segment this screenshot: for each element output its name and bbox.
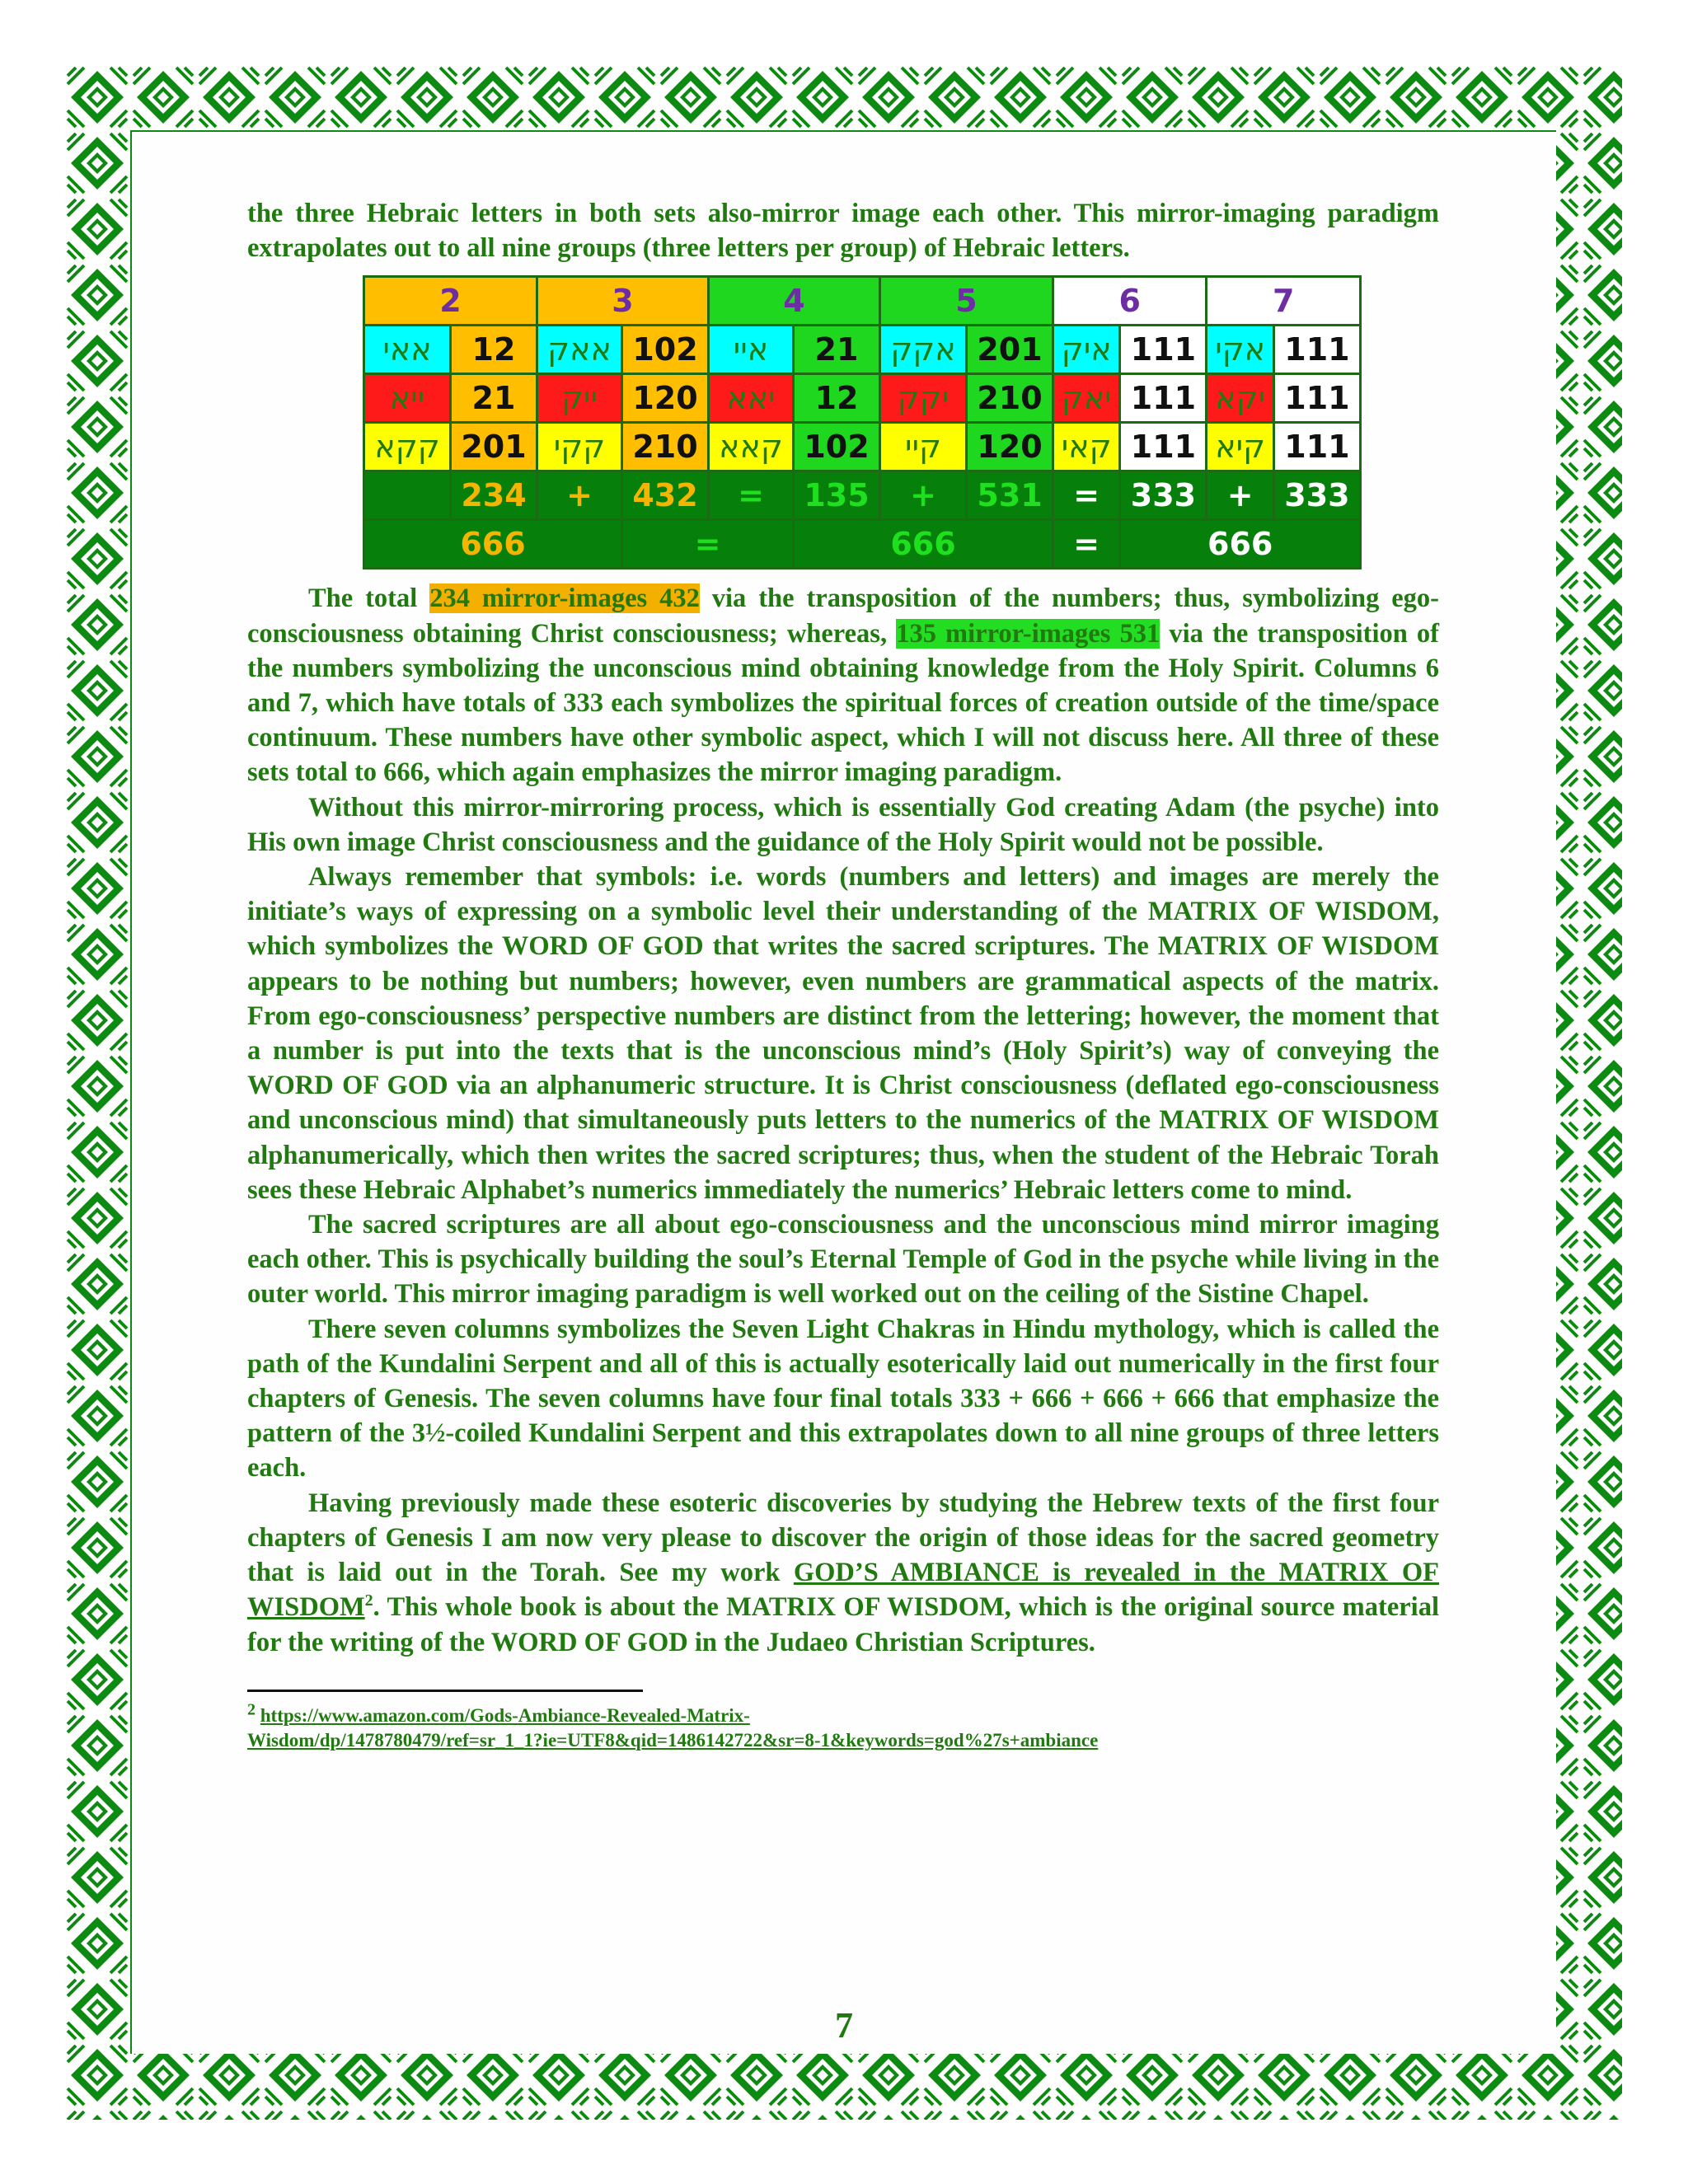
sum-cell: 135 — [794, 471, 880, 520]
total-cell: 666 — [364, 520, 622, 569]
highlight-orange: 234 mirror-images 432 — [429, 583, 700, 614]
table-cell: 102 — [794, 423, 880, 471]
mirror-number-table — [363, 275, 1362, 569]
paragraph-symbols: Always remember that symbols: i.e. words (numbers and letters) and images are merely the initiate’s ways of expressing on a symbolic level their understanding of the MATRIX OF WISDOM, which symbolizes the WORD OF GOD that writes the sacred scriptures. The MATRIX OF WISDOM appears to be nothing but numbers; however, even numbers are grammatical aspects of the matrix. From ego-consciousness’ perspective numbers are distinct from the lettering; however, the moment that a number is put into the texts that is the unconscious mind’s (Holy Spirit’s) way of conveying the WORD OF GOD via an alphanumeric structure. It is Christ consciousness (deflated ego-consciousness and unconscious mind) that simultaneously puts letters to the numerics of the MATRIX OF WISDOM alphanumerically, which then writes the sacred scriptures; thus, when the student of the Hebraic Torah sees these Hebraic Alphabet’s numerics immediately the numerics’ Hebraic letters come to mind. — [247, 862, 1439, 1205]
table-cell: 111 — [1273, 326, 1360, 374]
sum-cell: + — [537, 471, 622, 520]
table-cell: ייק — [537, 374, 622, 423]
sum-cell: = — [1053, 471, 1120, 520]
footnote-separator — [247, 1690, 643, 1692]
column-header-5: 5 — [880, 277, 1053, 326]
column-header-4: 4 — [709, 277, 880, 326]
table-cell: 111 — [1120, 423, 1207, 471]
table-cell: 21 — [794, 326, 880, 374]
footnote-link[interactable]: https://www.amazon.com/Gods-Ambiance-Revealed-Matrix- Wisdom/dp/1478780479/ref=sr_1_1?ie=UTF8&qid=1486142722&sr=8-1&keywords=god%27s+ambiance — [247, 1704, 1099, 1750]
total-cell: = — [1053, 520, 1120, 569]
paragraph-mirror-process: Without this mirror-mirroring process, which is essentially God creating Adam (the psyche) into His own image Christ consciousness and the guidance of the Holy Spirit would not be possible. — [247, 792, 1439, 857]
table-cell: 111 — [1120, 326, 1207, 374]
table-cell: 120 — [967, 423, 1053, 471]
table-cell: 102 — [622, 326, 709, 374]
table-cell: אאי — [364, 326, 451, 374]
footnote — [247, 1700, 1439, 1753]
page-number: 7 — [835, 2005, 853, 2046]
table-cell: קקי — [537, 423, 622, 471]
table-cell: 210 — [622, 423, 709, 471]
table-cell: איי — [709, 326, 794, 374]
table-cell: קיי — [880, 423, 967, 471]
column-header-7: 7 — [1207, 277, 1361, 326]
paragraph-mirror-images: The total 234 mirror-images 432 via the transposition of the numbers; thus, symbolizing ego-consciousness obtaining Christ consciousness; whereas, 135 mirror-images 531 via the transposition of the numbers symbolizing the unconscious mind obtaining knowledge from the Holy Spirit. Columns 6 and 7, which have totals of 333 each symbolizes the spiritual forces of creation outside of the time/space continuum. These numbers have other symbolic aspect, which I will not discuss here. All three of these sets total to 666, which again emphasizes the mirror imaging paradigm. — [247, 583, 1439, 788]
table-cell: יקק — [880, 374, 967, 423]
column-header-2: 2 — [364, 277, 537, 326]
sum-cell: 333 — [1273, 471, 1360, 520]
table-cell: קאא — [709, 423, 794, 471]
table-cell: ייא — [364, 374, 451, 423]
table-cell: 210 — [967, 374, 1053, 423]
total-row — [364, 520, 1361, 569]
intro-paragraph: the three Hebraic letters in both sets also-mirror image each other. This mirror-imaging paradigm extrapolates out to all nine groups (three letters per group) of Hebraic letters. — [247, 199, 1439, 264]
total-cell: 666 — [1120, 520, 1361, 569]
paragraph-discoveries: Having previously made these esoteric discoveries by studying the Hebrew texts of the first four chapters of Genesis I am now very please to discover the origin of those ideas for the sacred geometry that is laid out in the Torah. See my work GOD’S AMBIANCE is revealed in the MATRIX OF WISDOM$^2$. This whole book is about the MATRIX OF WISDOM, which is the original source material for the writing of the WORD OF GOD in the Judaeo Christian Scriptures. — [247, 1488, 1439, 1657]
sum-row — [364, 471, 1361, 520]
total-cell: 666 — [794, 520, 1053, 569]
table-cell: 21 — [451, 374, 537, 423]
sum-cell: 333 — [1120, 471, 1207, 520]
table-cell: 111 — [1120, 374, 1207, 423]
sum-cell: + — [1207, 471, 1273, 520]
footnote-marker: 2 — [247, 1700, 256, 1719]
table-cell: יאק — [1053, 374, 1120, 423]
table-cell: 111 — [1273, 374, 1360, 423]
table-cell: 201 — [967, 326, 1053, 374]
table-row — [364, 423, 1361, 471]
table-cell: איק — [1053, 326, 1120, 374]
table-cell: 12 — [451, 326, 537, 374]
total-cell: = — [622, 520, 794, 569]
sum-cell: 531 — [967, 471, 1053, 520]
table-cell: 12 — [794, 374, 880, 423]
highlight-green: 135 mirror-images 531 — [896, 618, 1160, 649]
table-cell: קיא — [1207, 423, 1273, 471]
paragraph-seven-columns: There seven columns symbolizes the Seven Light Chakras in Hindu mythology, which is called the path of the Kundalini Serpent and all of this is actually esoterically laid out numerically in the first four chapters of Genesis. The seven columns have four final totals 333 + 666 + 666 + 666 that emphasize the pattern of the 3½-coiled Kundalini Serpent and this extrapolates down to all nine groups of three letters each. — [247, 1314, 1439, 1483]
table-cell: יקא — [1207, 374, 1273, 423]
column-header-3: 3 — [537, 277, 709, 326]
column-header-6: 6 — [1053, 277, 1207, 326]
table-row — [364, 326, 1361, 374]
table-cell: אקי — [1207, 326, 1273, 374]
document-body — [247, 196, 1439, 1753]
sum-cell: + — [880, 471, 967, 520]
book-title-link[interactable]: GOD’S AMBIANCE is revealed in the MATRIX OF WISDOM — [247, 1558, 1439, 1623]
sum-cell: = — [709, 471, 794, 520]
table-cell: 111 — [1273, 423, 1360, 471]
table-row — [364, 374, 1361, 423]
paragraph-sacred-scriptures: The sacred scriptures are all about ego-consciousness and the unconscious mind mirror imaging each other. This is psychically building the soul’s Eternal Temple of God in the psyche while living in the outer world. This mirror imaging paradigm is well worked out on the ceiling of the Sistine Chapel. — [247, 1210, 1439, 1310]
table-cell: 201 — [451, 423, 537, 471]
footnote-ref[interactable]: 2 — [364, 1591, 373, 1610]
table-cell: אקק — [880, 326, 967, 374]
table-cell: אאק — [537, 326, 622, 374]
table-cell: 120 — [622, 374, 709, 423]
sum-cell: 234 — [451, 471, 537, 520]
table-cell: יאא — [709, 374, 794, 423]
table-cell: קקא — [364, 423, 451, 471]
sum-cell: 432 — [622, 471, 709, 520]
table-cell: קאי — [1053, 423, 1120, 471]
